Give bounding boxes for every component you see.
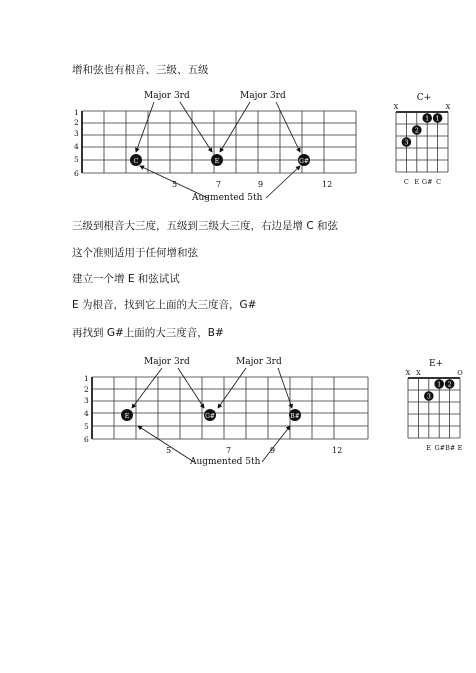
finger-dot bbox=[434, 379, 444, 389]
note-name: E bbox=[426, 444, 432, 452]
fret-number: 7 bbox=[226, 446, 232, 455]
finger-dot bbox=[445, 379, 455, 389]
note-name: B# bbox=[445, 444, 456, 452]
augmented-fifth-label: Augmented 5th bbox=[192, 193, 263, 203]
svg-text:2: 2 bbox=[447, 380, 452, 389]
explanation-text: 三级到根音大三度，五级到三级大三度，右边是增 C 和弦 bbox=[72, 220, 339, 232]
string-label: 1 bbox=[84, 374, 89, 383]
finger-dot bbox=[424, 391, 434, 401]
note-dot bbox=[298, 154, 310, 166]
callout-major-third-left: Major 3rd bbox=[144, 357, 190, 367]
note-dot bbox=[130, 154, 142, 166]
svg-text:E: E bbox=[214, 157, 220, 165]
callout-major-third-right: Major 3rd bbox=[240, 91, 286, 101]
string-label: 2 bbox=[74, 118, 79, 127]
finger-dot bbox=[402, 137, 412, 147]
string-label: 6 bbox=[84, 435, 89, 444]
muted-string-mark: X bbox=[393, 103, 399, 111]
chord-name: E+ bbox=[428, 359, 444, 369]
note-dot bbox=[121, 409, 133, 421]
string-label: 5 bbox=[74, 155, 79, 164]
finger-dot bbox=[412, 125, 422, 135]
string-label: 3 bbox=[84, 396, 89, 405]
svg-text:E: E bbox=[124, 412, 130, 420]
svg-text:3: 3 bbox=[404, 138, 409, 147]
muted-string-mark: X bbox=[416, 369, 421, 377]
note-name: G# bbox=[421, 178, 433, 186]
svg-text:1: 1 bbox=[437, 380, 442, 389]
svg-text:2: 2 bbox=[414, 126, 419, 135]
svg-text:C: C bbox=[133, 157, 139, 165]
string-label: 6 bbox=[74, 169, 79, 178]
string-label: 5 bbox=[84, 422, 89, 431]
step-one-text: E 为根音，找到它上面的大三度音，G# bbox=[72, 299, 257, 311]
fret-number: 12 bbox=[332, 446, 343, 455]
string-label: 1 bbox=[74, 108, 79, 117]
callout-major-third-right: Major 3rd bbox=[236, 357, 282, 367]
fret-number: 5 bbox=[172, 180, 178, 189]
fretboard-diagram-c-augmented bbox=[60, 86, 370, 204]
svg-text:1: 1 bbox=[425, 114, 430, 123]
intro-text: 增和弦也有根音、三级、五级 bbox=[72, 64, 209, 76]
svg-text:3: 3 bbox=[426, 392, 431, 401]
open-string-mark: O bbox=[457, 369, 463, 377]
svg-text:1: 1 bbox=[435, 114, 440, 123]
fret-number: 9 bbox=[258, 180, 264, 189]
fret-number: 7 bbox=[216, 180, 222, 189]
fret-number: 12 bbox=[322, 180, 333, 189]
note-name: G# bbox=[434, 444, 446, 452]
note-dot bbox=[211, 154, 223, 166]
fretboard-diagram-e-augmented bbox=[70, 352, 380, 470]
finger-dot bbox=[422, 113, 432, 123]
step-two-text: 再找到 G#上面的大三度音，B# bbox=[72, 327, 224, 339]
instruction-text: 建立一个增 E 和弦试试 bbox=[72, 273, 180, 285]
note-dot bbox=[289, 409, 301, 421]
fret-number: 5 bbox=[166, 446, 172, 455]
chord-diagram-c-augmented bbox=[388, 90, 458, 190]
muted-string-mark: X bbox=[445, 103, 451, 111]
string-label: 4 bbox=[84, 409, 89, 418]
string-label: 2 bbox=[84, 385, 89, 394]
fret-number: 9 bbox=[270, 446, 276, 455]
svg-text:G#: G# bbox=[299, 158, 309, 165]
augmented-fifth-label: Augmented 5th bbox=[190, 457, 261, 467]
svg-text:B#: B# bbox=[290, 413, 300, 420]
callout-major-third-left: Major 3rd bbox=[144, 91, 190, 101]
string-label: 3 bbox=[74, 129, 79, 138]
frets bbox=[92, 377, 368, 439]
finger-dot bbox=[433, 113, 443, 123]
chord-diagram-e-augmented bbox=[400, 356, 470, 456]
note-dot bbox=[204, 409, 216, 421]
string-label: 4 bbox=[74, 142, 79, 151]
note-name: E bbox=[457, 444, 463, 452]
note-name: C bbox=[403, 178, 409, 186]
note-name: E bbox=[414, 178, 420, 186]
note-name: C bbox=[436, 178, 442, 186]
chord-name: C+ bbox=[416, 93, 432, 103]
strings bbox=[92, 377, 368, 439]
svg-text:G#: G# bbox=[205, 413, 215, 420]
rule-text: 这个准则适用于任何增和弦 bbox=[72, 247, 198, 259]
muted-string-mark: X bbox=[405, 369, 411, 377]
